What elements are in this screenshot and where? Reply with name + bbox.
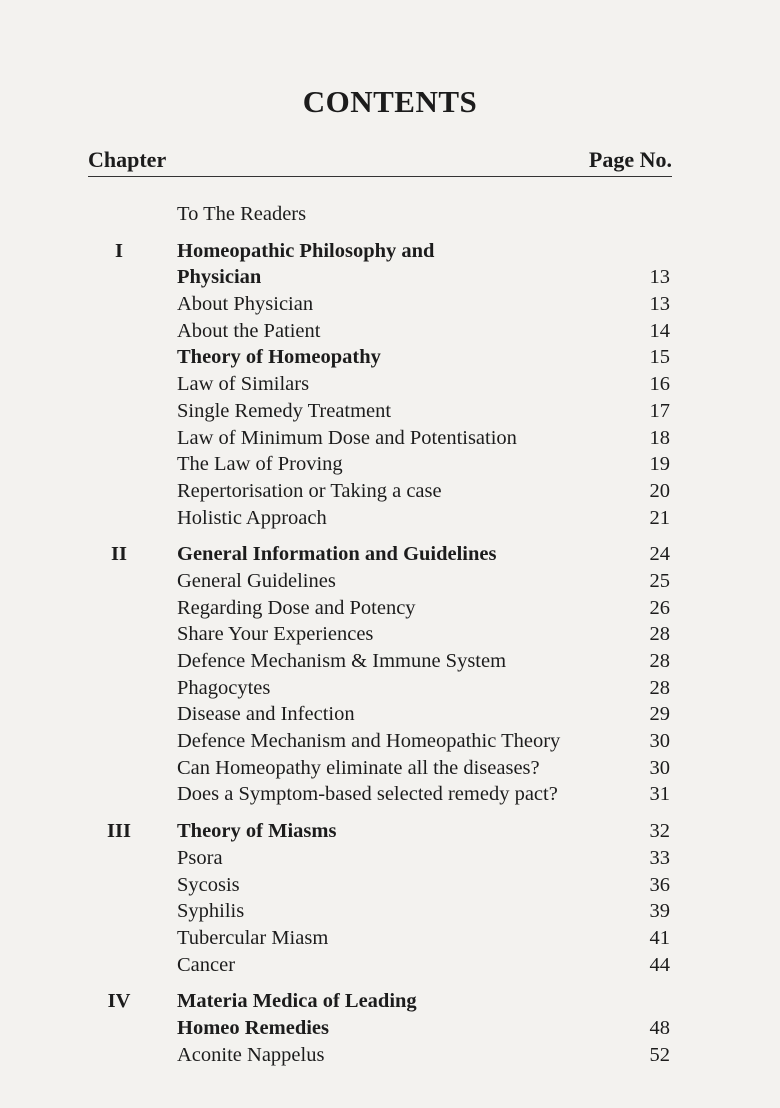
contents-entry bbox=[0, 318, 780, 345]
contents-entry bbox=[0, 898, 780, 925]
page-number: 30 bbox=[649, 756, 670, 779]
page-number: 33 bbox=[649, 846, 670, 869]
entry-title: Defence Mechanism and Homeopathic Theory bbox=[177, 730, 561, 753]
header-rule bbox=[88, 176, 672, 177]
entry-title: The Law of Proving bbox=[177, 453, 343, 476]
contents-entry bbox=[0, 425, 780, 452]
entry-title: To The Readers bbox=[177, 203, 307, 225]
contents-entry bbox=[0, 648, 780, 675]
chapter-column-header: Chapter bbox=[88, 147, 167, 172]
contents-entry bbox=[0, 872, 780, 899]
contents-entry bbox=[0, 728, 780, 755]
entry-title: Can Homeopathy eliminate all the diseases? bbox=[177, 756, 540, 779]
entry-title: Law of Similars bbox=[177, 373, 310, 396]
page-number: 32 bbox=[649, 820, 670, 843]
entry-title: Physician bbox=[177, 266, 262, 289]
chapter-numeral: IV bbox=[107, 990, 131, 1013]
entry-title: About the Patient bbox=[177, 319, 321, 342]
entry-title: Theory of Miasms bbox=[177, 820, 337, 843]
entry-title: Repertorisation or Taking a case bbox=[177, 479, 442, 502]
page-number: 41 bbox=[649, 926, 670, 949]
entry-title: General Guidelines bbox=[177, 569, 336, 592]
contents-entry bbox=[0, 925, 780, 952]
page-number: 21 bbox=[649, 506, 670, 529]
page-number: 18 bbox=[649, 426, 670, 449]
entry-title: Holistic Approach bbox=[177, 506, 327, 529]
contents-entry bbox=[0, 201, 780, 228]
contents-entry bbox=[0, 568, 780, 595]
contents-entry bbox=[0, 264, 780, 291]
contents-entry bbox=[0, 541, 780, 568]
contents-entry bbox=[0, 1042, 780, 1069]
contents-entry bbox=[0, 291, 780, 318]
page-number: 44 bbox=[649, 953, 670, 976]
contents-entry bbox=[0, 595, 780, 622]
contents-entry bbox=[0, 371, 780, 398]
contents-entry bbox=[0, 238, 780, 265]
page-number: 52 bbox=[649, 1043, 670, 1066]
contents-entry bbox=[0, 952, 780, 979]
page-number: 29 bbox=[649, 703, 670, 726]
page-number: 16 bbox=[649, 373, 670, 396]
page-number: 13 bbox=[649, 293, 670, 316]
contents-entry bbox=[0, 505, 780, 532]
contents-entry bbox=[0, 451, 780, 478]
contents-entry bbox=[0, 755, 780, 782]
entry-title: Psora bbox=[177, 846, 223, 869]
entry-title: Homeo Remedies bbox=[177, 1016, 329, 1039]
page-column-header: Page No. bbox=[588, 147, 672, 172]
page-number: 15 bbox=[649, 346, 670, 369]
page-number: 13 bbox=[649, 266, 670, 289]
entry-title: Disease and Infection bbox=[177, 703, 355, 726]
page-number: 25 bbox=[649, 569, 670, 592]
page-number: 24 bbox=[649, 543, 670, 566]
chapter-numeral: II bbox=[111, 543, 127, 566]
page-number: 30 bbox=[649, 730, 670, 753]
entry-title: Materia Medica of Leading bbox=[177, 990, 417, 1013]
contents-entry bbox=[0, 781, 780, 808]
contents-entry bbox=[0, 818, 780, 845]
page-number: 14 bbox=[649, 319, 670, 342]
entry-title: Regarding Dose and Potency bbox=[177, 596, 416, 619]
entry-title: Homeopathic Philosophy and bbox=[177, 239, 435, 262]
contents-entry bbox=[0, 845, 780, 872]
contents-list bbox=[0, 201, 780, 1068]
page-number: 28 bbox=[649, 623, 670, 646]
entry-title: Phagocytes bbox=[177, 676, 271, 699]
entry-title: Cancer bbox=[177, 953, 236, 976]
entry-title: Tubercular Miasm bbox=[177, 926, 329, 949]
contents-entry bbox=[0, 701, 780, 728]
chapter-numeral: III bbox=[107, 820, 131, 843]
page-number: 39 bbox=[649, 900, 670, 923]
contents-entry bbox=[0, 1015, 780, 1042]
page-title: CONTENTS bbox=[302, 84, 478, 119]
contents-entry bbox=[0, 398, 780, 425]
entry-title: About Physician bbox=[177, 293, 314, 316]
entry-title: Theory of Homeopathy bbox=[177, 346, 381, 369]
entry-title: Sycosis bbox=[177, 873, 240, 896]
contents-entry bbox=[0, 621, 780, 648]
page-number: 31 bbox=[649, 783, 670, 806]
contents-entry bbox=[0, 988, 780, 1015]
entry-title: Syphilis bbox=[177, 900, 245, 923]
page-number: 17 bbox=[649, 399, 670, 422]
contents-entry bbox=[0, 478, 780, 505]
page-number: 26 bbox=[649, 596, 670, 619]
entry-title: Law of Minimum Dose and Potentisation bbox=[177, 426, 517, 449]
entry-title: General Information and Guidelines bbox=[177, 543, 497, 566]
entry-title: Aconite Nappelus bbox=[177, 1043, 325, 1066]
entry-title: Single Remedy Treatment bbox=[177, 399, 392, 422]
page-number: 28 bbox=[649, 676, 670, 699]
page-number: 20 bbox=[649, 479, 670, 502]
chapter-numeral: I bbox=[115, 239, 123, 262]
entry-title: Does a Symptom-based selected remedy pact? bbox=[177, 783, 558, 806]
entry-title: Defence Mechanism & Immune System bbox=[177, 650, 507, 672]
page-number: 48 bbox=[649, 1016, 670, 1039]
contents-entry bbox=[0, 344, 780, 371]
page-number: 28 bbox=[649, 650, 670, 672]
page-number: 36 bbox=[649, 873, 670, 896]
contents-entry bbox=[0, 675, 780, 702]
entry-title: Share Your Experiences bbox=[177, 623, 374, 646]
page-number: 19 bbox=[649, 453, 670, 476]
